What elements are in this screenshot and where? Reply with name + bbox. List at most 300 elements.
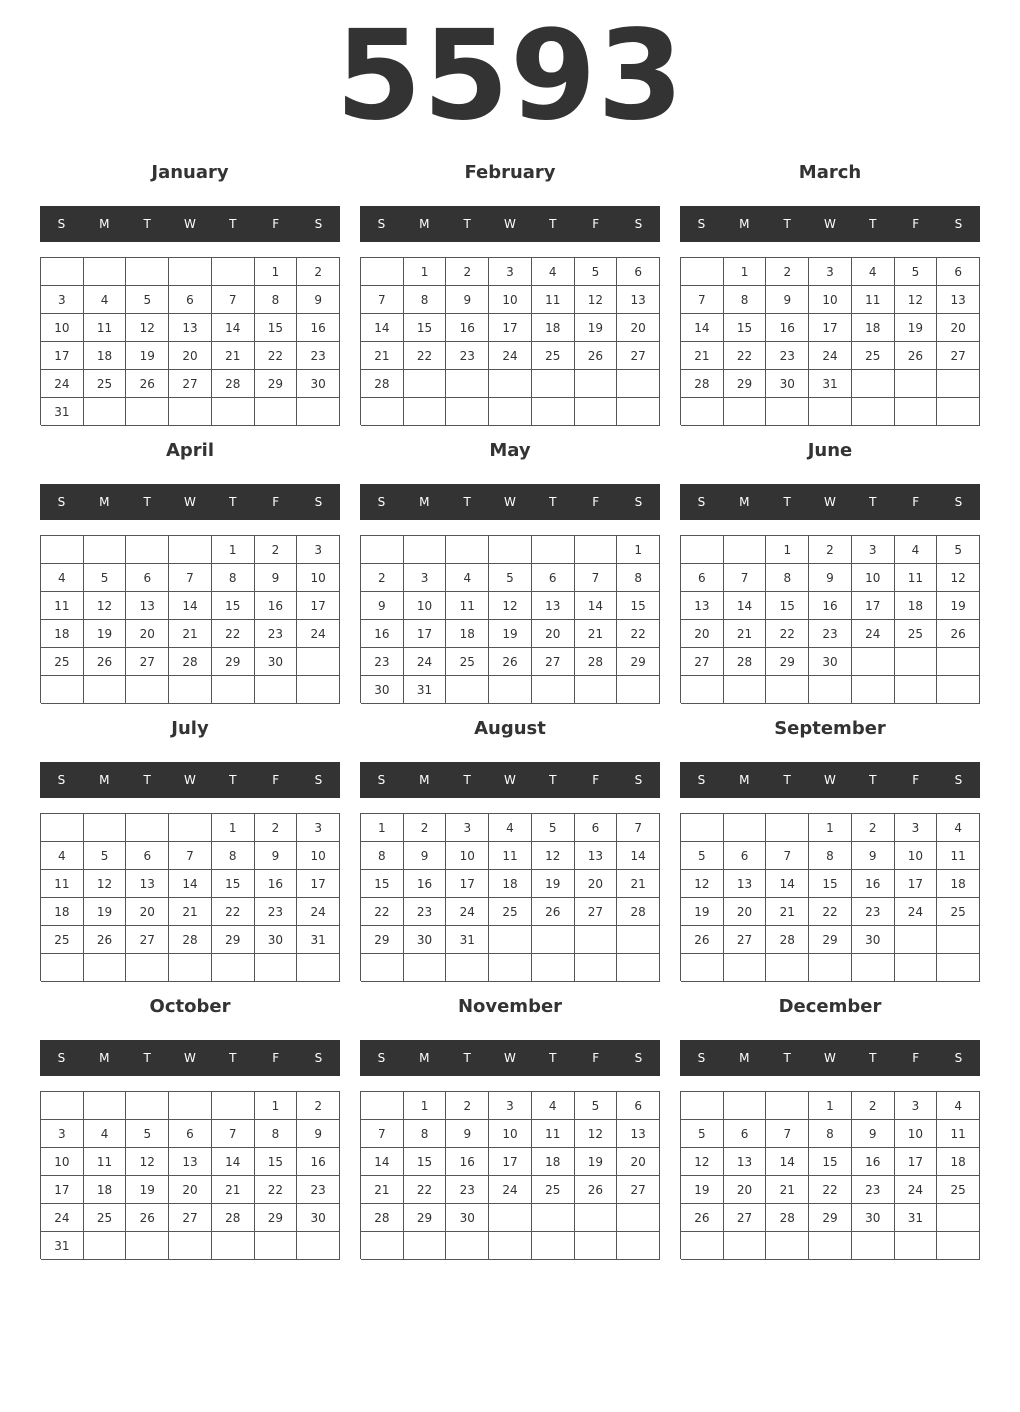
- day-cell: 17: [895, 1148, 938, 1176]
- day-cell: 22: [404, 1176, 447, 1204]
- weekday-header: [360, 484, 660, 520]
- day-cell: 11: [84, 314, 127, 342]
- day-cell: 28: [617, 898, 660, 926]
- day-cell: 28: [681, 370, 724, 398]
- empty-day-cell: [575, 1232, 618, 1260]
- day-cell: 3: [895, 814, 938, 842]
- day-cell: 10: [895, 842, 938, 870]
- empty-day-cell: [126, 1092, 169, 1120]
- day-cell: 14: [724, 592, 767, 620]
- empty-day-cell: [212, 1092, 255, 1120]
- day-cell: 28: [169, 926, 212, 954]
- day-cell: 9: [361, 592, 404, 620]
- day-cell: 31: [41, 1232, 84, 1260]
- empty-day-cell: [575, 370, 618, 398]
- empty-day-cell: [41, 954, 84, 982]
- day-cell: 12: [937, 564, 980, 592]
- day-cell: 29: [724, 370, 767, 398]
- day-cell: 9: [404, 842, 447, 870]
- day-cell: 28: [361, 1204, 404, 1232]
- day-cell: 19: [126, 342, 169, 370]
- day-cell: 12: [575, 286, 618, 314]
- day-cell: 1: [617, 536, 660, 564]
- day-cell: 27: [169, 370, 212, 398]
- empty-day-cell: [809, 1232, 852, 1260]
- day-cell: 2: [361, 564, 404, 592]
- day-cell: 17: [809, 314, 852, 342]
- day-cell: 6: [169, 1120, 212, 1148]
- day-cell: 31: [895, 1204, 938, 1232]
- weekday-label: T: [229, 495, 237, 509]
- day-cell: 26: [126, 370, 169, 398]
- day-cell: 23: [852, 1176, 895, 1204]
- day-cell: 24: [41, 370, 84, 398]
- day-cell: 15: [766, 592, 809, 620]
- day-cell: 27: [169, 1204, 212, 1232]
- weekday-label: M: [419, 217, 430, 231]
- day-cell: 4: [532, 1092, 575, 1120]
- empty-day-cell: [404, 370, 447, 398]
- empty-day-cell: [532, 1204, 575, 1232]
- day-cell: 1: [809, 814, 852, 842]
- day-cell: 26: [532, 898, 575, 926]
- day-cell: 24: [489, 342, 532, 370]
- day-cell: 6: [126, 564, 169, 592]
- day-cell: 7: [617, 814, 660, 842]
- day-cell: 31: [446, 926, 489, 954]
- weekday-label: S: [377, 495, 386, 509]
- month-name: December: [778, 996, 882, 1017]
- empty-day-cell: [489, 398, 532, 426]
- day-cell: 26: [937, 620, 980, 648]
- empty-day-cell: [489, 926, 532, 954]
- weekday-label: T: [229, 217, 237, 231]
- empty-day-cell: [575, 536, 618, 564]
- weekday-header: [40, 762, 340, 798]
- weekday-label: F: [912, 217, 920, 231]
- day-cell: 17: [852, 592, 895, 620]
- day-cell: 16: [255, 592, 298, 620]
- empty-day-cell: [126, 258, 169, 286]
- empty-day-cell: [169, 954, 212, 982]
- day-cell: 9: [255, 564, 298, 592]
- day-cell: 25: [84, 370, 127, 398]
- day-cell: 5: [937, 536, 980, 564]
- day-cell: 24: [489, 1176, 532, 1204]
- day-cell: 24: [404, 648, 447, 676]
- weekday-label: M: [99, 495, 110, 509]
- day-cell: 25: [532, 342, 575, 370]
- weekday-label: F: [912, 1051, 920, 1065]
- empty-day-cell: [489, 536, 532, 564]
- weekday-label: W: [184, 1051, 196, 1065]
- weekday-label: M: [419, 495, 430, 509]
- day-cell: 19: [126, 1176, 169, 1204]
- empty-day-cell: [532, 926, 575, 954]
- empty-day-cell: [446, 398, 489, 426]
- weekday-label: W: [184, 217, 196, 231]
- day-cell: 14: [212, 1148, 255, 1176]
- weekday-label: F: [272, 495, 280, 509]
- weekday-header: [360, 206, 660, 242]
- weekday-header: [40, 1040, 340, 1076]
- day-cell: 13: [937, 286, 980, 314]
- weekday-label: M: [99, 1051, 110, 1065]
- day-cell: 21: [724, 620, 767, 648]
- day-cell: 30: [255, 926, 298, 954]
- empty-day-cell: [532, 536, 575, 564]
- weekday-label: T: [869, 217, 877, 231]
- empty-day-cell: [937, 648, 980, 676]
- weekday-label: S: [697, 495, 706, 509]
- empty-day-cell: [255, 1232, 298, 1260]
- empty-day-cell: [169, 398, 212, 426]
- day-cell: 6: [169, 286, 212, 314]
- day-cell: 4: [489, 814, 532, 842]
- day-cell: 27: [617, 342, 660, 370]
- weekday-label: W: [824, 773, 836, 787]
- month-name: January: [151, 162, 229, 183]
- empty-day-cell: [404, 536, 447, 564]
- day-cell: 20: [126, 898, 169, 926]
- day-cell: 25: [937, 1176, 980, 1204]
- days-grid: [40, 535, 340, 703]
- day-cell: 9: [766, 286, 809, 314]
- day-cell: 12: [532, 842, 575, 870]
- empty-day-cell: [489, 954, 532, 982]
- day-cell: 3: [404, 564, 447, 592]
- day-cell: 6: [724, 1120, 767, 1148]
- empty-day-cell: [404, 1232, 447, 1260]
- day-cell: 15: [361, 870, 404, 898]
- empty-day-cell: [895, 676, 938, 704]
- day-cell: 23: [766, 342, 809, 370]
- empty-day-cell: [937, 370, 980, 398]
- weekday-label: T: [549, 773, 557, 787]
- empty-day-cell: [255, 398, 298, 426]
- day-cell: 3: [489, 258, 532, 286]
- days-grid: [680, 813, 980, 981]
- weekday-label: M: [739, 217, 750, 231]
- day-cell: 5: [895, 258, 938, 286]
- empty-day-cell: [809, 398, 852, 426]
- empty-day-cell: [617, 1204, 660, 1232]
- day-cell: 21: [169, 620, 212, 648]
- day-cell: 3: [489, 1092, 532, 1120]
- day-cell: 11: [41, 870, 84, 898]
- day-cell: 17: [404, 620, 447, 648]
- day-cell: 19: [84, 898, 127, 926]
- day-cell: 29: [255, 370, 298, 398]
- day-cell: 14: [361, 314, 404, 342]
- day-cell: 28: [169, 648, 212, 676]
- day-cell: 11: [532, 286, 575, 314]
- day-cell: 21: [766, 898, 809, 926]
- day-cell: 19: [84, 620, 127, 648]
- empty-day-cell: [681, 1232, 724, 1260]
- day-cell: 14: [575, 592, 618, 620]
- day-cell: 1: [361, 814, 404, 842]
- weekday-label: W: [824, 1051, 836, 1065]
- weekday-label: S: [634, 217, 643, 231]
- day-cell: 19: [681, 1176, 724, 1204]
- day-cell: 1: [404, 1092, 447, 1120]
- empty-day-cell: [575, 1204, 618, 1232]
- weekday-label: F: [592, 495, 600, 509]
- weekday-label: W: [824, 495, 836, 509]
- empty-day-cell: [681, 814, 724, 842]
- day-cell: 9: [446, 1120, 489, 1148]
- empty-day-cell: [489, 1232, 532, 1260]
- empty-day-cell: [617, 370, 660, 398]
- day-cell: 7: [361, 286, 404, 314]
- weekday-label: F: [912, 495, 920, 509]
- day-cell: 30: [255, 648, 298, 676]
- weekday-label: S: [57, 217, 66, 231]
- empty-day-cell: [212, 398, 255, 426]
- day-cell: 28: [212, 370, 255, 398]
- day-cell: 3: [852, 536, 895, 564]
- empty-day-cell: [212, 954, 255, 982]
- empty-day-cell: [255, 954, 298, 982]
- day-cell: 25: [41, 926, 84, 954]
- day-cell: 20: [126, 620, 169, 648]
- weekday-label: S: [954, 773, 963, 787]
- empty-day-cell: [766, 1092, 809, 1120]
- day-cell: 30: [297, 370, 340, 398]
- day-cell: 30: [446, 1204, 489, 1232]
- day-cell: 28: [575, 648, 618, 676]
- empty-day-cell: [126, 954, 169, 982]
- empty-day-cell: [895, 648, 938, 676]
- empty-day-cell: [724, 954, 767, 982]
- day-cell: 11: [41, 592, 84, 620]
- day-cell: 21: [361, 1176, 404, 1204]
- day-cell: 1: [212, 536, 255, 564]
- empty-day-cell: [84, 398, 127, 426]
- day-cell: 18: [937, 870, 980, 898]
- day-cell: 29: [809, 926, 852, 954]
- weekday-label: T: [143, 773, 151, 787]
- empty-day-cell: [575, 676, 618, 704]
- day-cell: 16: [297, 314, 340, 342]
- day-cell: 31: [809, 370, 852, 398]
- empty-day-cell: [937, 676, 980, 704]
- day-cell: 16: [297, 1148, 340, 1176]
- day-cell: 10: [404, 592, 447, 620]
- day-cell: 23: [297, 342, 340, 370]
- day-cell: 29: [212, 926, 255, 954]
- day-cell: 14: [681, 314, 724, 342]
- day-cell: 3: [809, 258, 852, 286]
- days-grid: [360, 535, 660, 703]
- empty-day-cell: [937, 398, 980, 426]
- empty-day-cell: [766, 398, 809, 426]
- day-cell: 12: [575, 1120, 618, 1148]
- day-cell: 11: [895, 564, 938, 592]
- day-cell: 16: [446, 314, 489, 342]
- day-cell: 30: [766, 370, 809, 398]
- days-grid: [40, 1091, 340, 1259]
- empty-day-cell: [126, 536, 169, 564]
- day-cell: 31: [404, 676, 447, 704]
- weekday-label: S: [377, 1051, 386, 1065]
- day-cell: 8: [617, 564, 660, 592]
- day-cell: 30: [404, 926, 447, 954]
- month-name: February: [464, 162, 556, 183]
- empty-day-cell: [895, 1232, 938, 1260]
- day-cell: 30: [852, 1204, 895, 1232]
- day-cell: 23: [809, 620, 852, 648]
- empty-day-cell: [532, 370, 575, 398]
- day-cell: 5: [575, 1092, 618, 1120]
- day-cell: 2: [446, 1092, 489, 1120]
- day-cell: 20: [169, 1176, 212, 1204]
- day-cell: 7: [169, 842, 212, 870]
- empty-day-cell: [446, 370, 489, 398]
- day-cell: 14: [617, 842, 660, 870]
- day-cell: 10: [852, 564, 895, 592]
- weekday-label: M: [99, 773, 110, 787]
- weekday-label: S: [314, 773, 323, 787]
- weekday-label: S: [697, 217, 706, 231]
- day-cell: 23: [852, 898, 895, 926]
- days-grid: [680, 257, 980, 425]
- day-cell: 18: [532, 1148, 575, 1176]
- day-cell: 18: [446, 620, 489, 648]
- day-cell: 12: [489, 592, 532, 620]
- day-cell: 7: [212, 1120, 255, 1148]
- day-cell: 19: [532, 870, 575, 898]
- empty-day-cell: [724, 1232, 767, 1260]
- day-cell: 10: [895, 1120, 938, 1148]
- weekday-label: F: [912, 773, 920, 787]
- day-cell: 12: [681, 870, 724, 898]
- weekday-label: M: [419, 1051, 430, 1065]
- weekday-label: S: [634, 773, 643, 787]
- day-cell: 18: [84, 342, 127, 370]
- empty-day-cell: [361, 536, 404, 564]
- day-cell: 10: [489, 286, 532, 314]
- weekday-label: T: [869, 1051, 877, 1065]
- day-cell: 14: [212, 314, 255, 342]
- day-cell: 31: [41, 398, 84, 426]
- weekday-header: [360, 762, 660, 798]
- day-cell: 23: [361, 648, 404, 676]
- day-cell: 26: [895, 342, 938, 370]
- weekday-label: T: [463, 217, 471, 231]
- empty-day-cell: [766, 676, 809, 704]
- day-cell: 9: [297, 286, 340, 314]
- empty-day-cell: [84, 814, 127, 842]
- day-cell: 21: [212, 342, 255, 370]
- empty-day-cell: [532, 954, 575, 982]
- day-cell: 12: [126, 314, 169, 342]
- empty-day-cell: [575, 954, 618, 982]
- weekday-header: [680, 1040, 980, 1076]
- day-cell: 12: [895, 286, 938, 314]
- empty-day-cell: [895, 370, 938, 398]
- day-cell: 27: [681, 648, 724, 676]
- day-cell: 11: [489, 842, 532, 870]
- weekday-label: T: [549, 495, 557, 509]
- day-cell: 16: [446, 1148, 489, 1176]
- day-cell: 3: [895, 1092, 938, 1120]
- day-cell: 28: [766, 1204, 809, 1232]
- weekday-label: T: [549, 1051, 557, 1065]
- day-cell: 27: [532, 648, 575, 676]
- day-cell: 19: [489, 620, 532, 648]
- day-cell: 20: [724, 898, 767, 926]
- weekday-label: T: [783, 773, 791, 787]
- day-cell: 8: [255, 286, 298, 314]
- day-cell: 8: [212, 564, 255, 592]
- empty-day-cell: [532, 676, 575, 704]
- empty-day-cell: [84, 1092, 127, 1120]
- day-cell: 9: [852, 842, 895, 870]
- weekday-label: S: [377, 773, 386, 787]
- day-cell: 1: [766, 536, 809, 564]
- weekday-label: W: [504, 217, 516, 231]
- month-name: August: [474, 718, 546, 739]
- day-cell: 22: [361, 898, 404, 926]
- weekday-label: M: [419, 773, 430, 787]
- day-cell: 4: [446, 564, 489, 592]
- empty-day-cell: [617, 398, 660, 426]
- empty-day-cell: [84, 676, 127, 704]
- day-cell: 25: [41, 648, 84, 676]
- day-cell: 2: [852, 814, 895, 842]
- weekday-label: W: [824, 217, 836, 231]
- day-cell: 5: [126, 286, 169, 314]
- empty-day-cell: [169, 536, 212, 564]
- day-cell: 4: [84, 1120, 127, 1148]
- day-cell: 6: [532, 564, 575, 592]
- weekday-label: F: [272, 217, 280, 231]
- month-name: April: [165, 440, 215, 461]
- day-cell: 7: [766, 842, 809, 870]
- weekday-label: T: [869, 495, 877, 509]
- day-cell: 1: [212, 814, 255, 842]
- day-cell: 8: [809, 1120, 852, 1148]
- day-cell: 3: [446, 814, 489, 842]
- empty-day-cell: [617, 954, 660, 982]
- day-cell: 7: [681, 286, 724, 314]
- day-cell: 2: [297, 258, 340, 286]
- day-cell: 13: [169, 314, 212, 342]
- empty-day-cell: [297, 954, 340, 982]
- days-grid: [360, 813, 660, 981]
- month-name: September: [774, 718, 886, 739]
- empty-day-cell: [852, 398, 895, 426]
- weekday-header: [680, 762, 980, 798]
- weekday-label: S: [634, 495, 643, 509]
- day-cell: 22: [809, 1176, 852, 1204]
- weekday-label: S: [57, 495, 66, 509]
- empty-day-cell: [297, 676, 340, 704]
- day-cell: 3: [297, 814, 340, 842]
- weekday-label: W: [504, 495, 516, 509]
- days-grid: [40, 257, 340, 425]
- day-cell: 17: [41, 1176, 84, 1204]
- empty-day-cell: [126, 814, 169, 842]
- weekday-header: [680, 484, 980, 520]
- year-title: 5593: [335, 4, 685, 148]
- day-cell: 9: [809, 564, 852, 592]
- empty-day-cell: [489, 370, 532, 398]
- empty-day-cell: [617, 1232, 660, 1260]
- empty-day-cell: [84, 1232, 127, 1260]
